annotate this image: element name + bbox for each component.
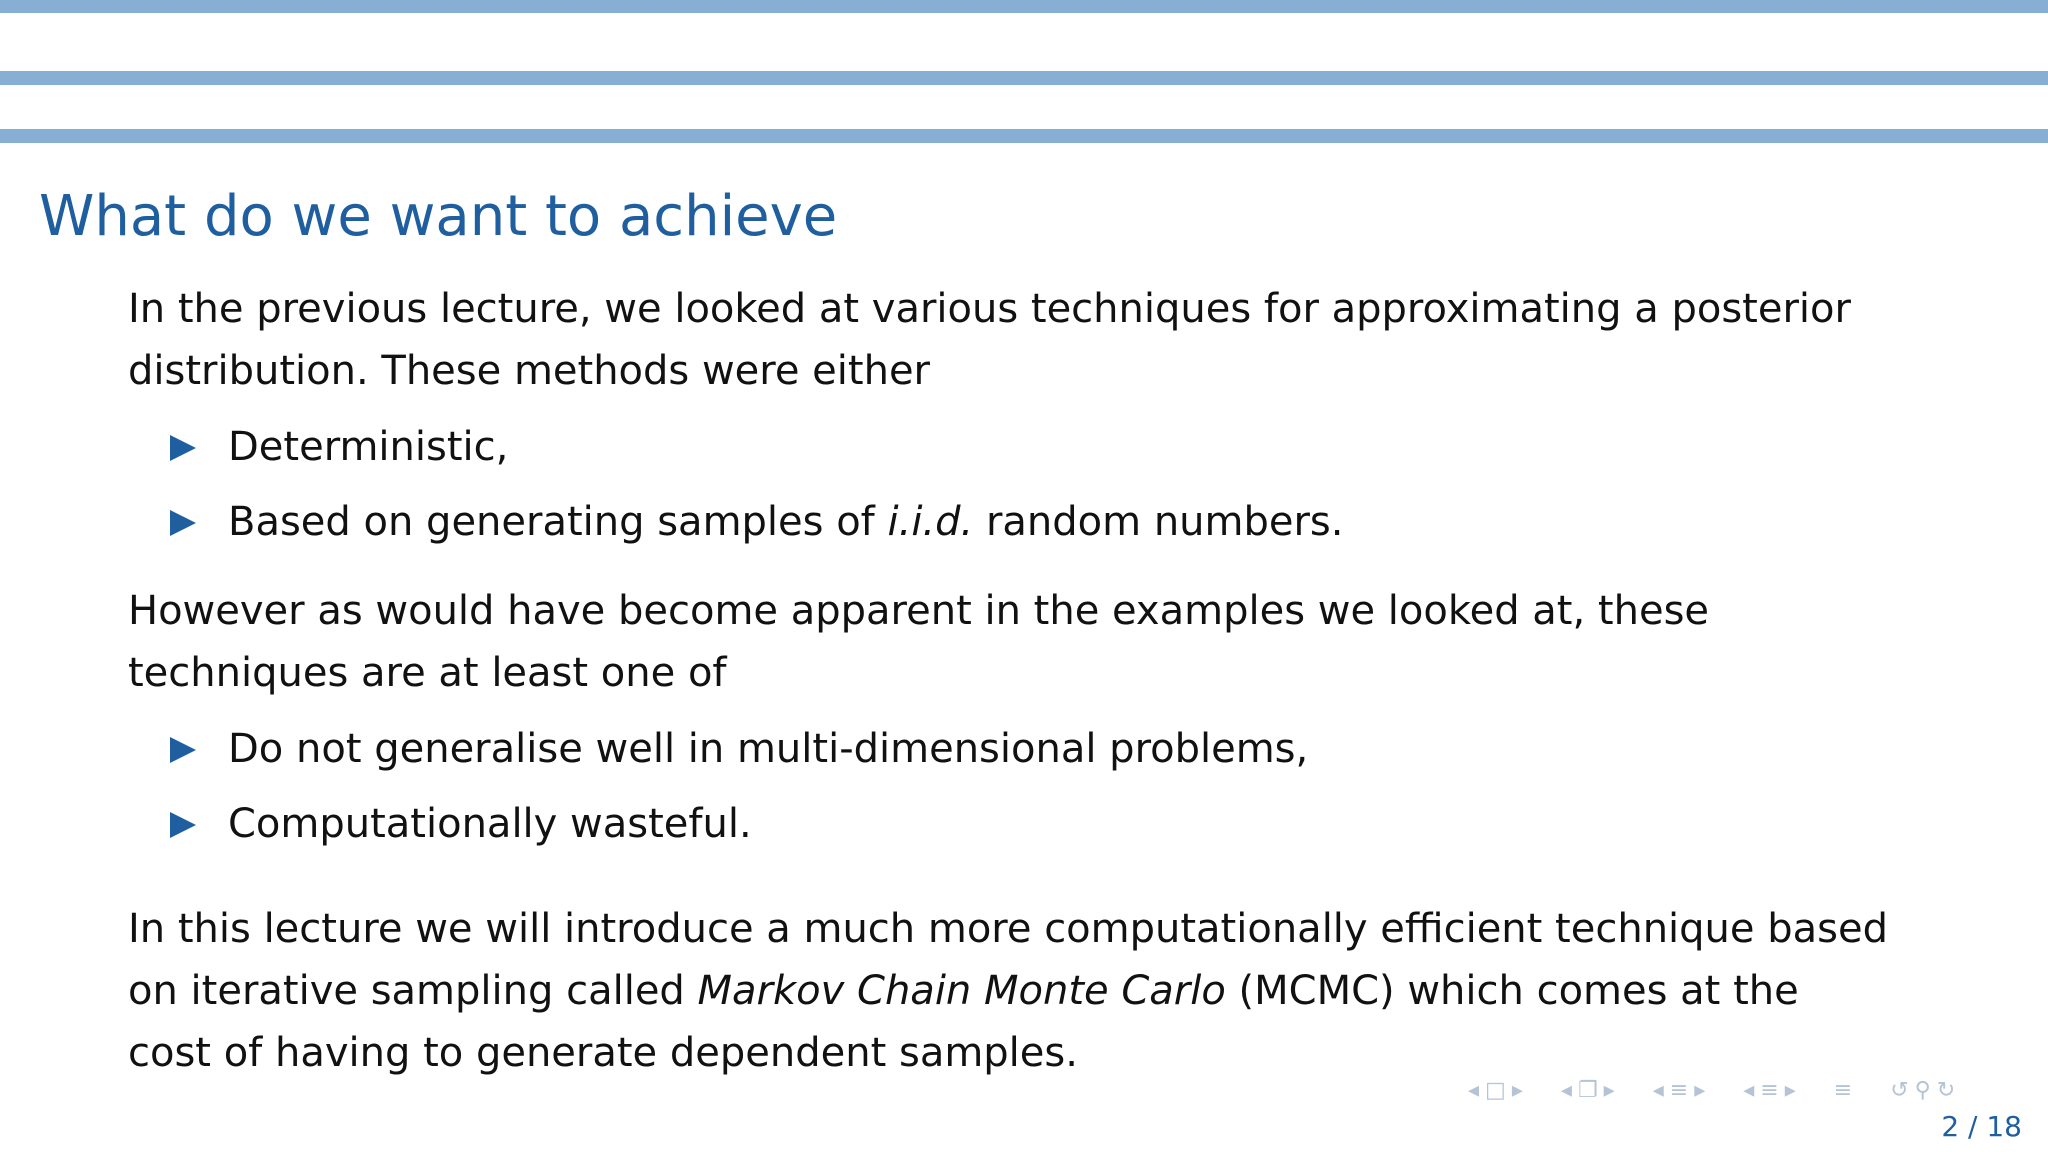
beamer-navigation-bar: [1468, 1076, 2038, 1106]
paragraph-mcmc-intro: [128, 898, 1928, 1084]
redo-icon[interactable]: ↻: [1936, 1078, 1956, 1103]
document-icon[interactable]: ≡: [1760, 1078, 1779, 1103]
header-band-top: [0, 0, 2048, 13]
triangle-bullet-icon: [170, 435, 196, 461]
arrow-right-icon[interactable]: ▸: [1784, 1078, 1796, 1103]
slide-title: What do we want to achieve: [39, 184, 838, 249]
list-item-text: Computationally wasteful.: [228, 801, 752, 847]
paragraph-limitations: [128, 580, 1928, 704]
triangle-bullet-icon: [170, 510, 196, 536]
list-item-emphasis: i.i.d.: [887, 499, 974, 545]
arrow-right-icon[interactable]: ▸: [1511, 1078, 1523, 1103]
frame-icon[interactable]: □: [1485, 1078, 1506, 1103]
arrow-right-icon[interactable]: ▸: [1603, 1078, 1615, 1103]
list-item: [128, 793, 1928, 868]
header-band-bottom: [0, 129, 2048, 143]
limitation-list: [128, 718, 1928, 868]
list-item-text: Do not generalise well in multi-dimensional problems,: [228, 726, 1309, 772]
section-icon[interactable]: ≡: [1669, 1078, 1689, 1103]
paragraph-line: (MCMC) which comes at the: [1225, 968, 1799, 1014]
search-icon[interactable]: ⚲: [1914, 1078, 1931, 1103]
list-item: [128, 491, 1928, 566]
arrow-left-icon[interactable]: ◂: [1560, 1078, 1572, 1103]
paragraph-previous-lecture: [128, 278, 1928, 402]
arrow-right-icon[interactable]: ▸: [1694, 1078, 1706, 1103]
method-list: [128, 416, 1928, 566]
paragraph-line: techniques are at least one of: [128, 650, 727, 696]
undo-icon[interactable]: ↺: [1890, 1078, 1909, 1103]
arrow-left-icon[interactable]: ◂: [1468, 1078, 1480, 1103]
arrow-left-icon[interactable]: ◂: [1743, 1078, 1755, 1103]
header-band-middle: [0, 71, 2048, 85]
slide-body: [128, 278, 1928, 1084]
list-item: [128, 718, 1928, 793]
paragraph-line: In the previous lecture, we looked at various techniques for approximating a posterior: [128, 286, 1851, 332]
paragraph-line: However as would have become apparent in the examples we looked at, these: [128, 588, 1710, 634]
align-icon[interactable]: ≡: [1833, 1078, 1853, 1103]
subsection-icon[interactable]: ❐: [1577, 1078, 1598, 1103]
list-item-text: Deterministic,: [228, 424, 509, 470]
triangle-bullet-icon: [170, 737, 196, 763]
paragraph-line: on iterative sampling called: [128, 968, 698, 1014]
list-item-text: random numbers.: [973, 499, 1344, 545]
paragraph-line: cost of having to generate dependent samples.: [128, 1030, 1078, 1076]
arrow-left-icon[interactable]: ◂: [1652, 1078, 1664, 1103]
list-item: [128, 416, 1928, 491]
page-number: 2 / 18: [1941, 1110, 2022, 1143]
mcmc-term: Markov Chain Monte Carlo: [697, 968, 1226, 1014]
paragraph-line: In this lecture we will introduce a much more computationally efficient technique based: [128, 906, 1888, 952]
triangle-bullet-icon: [170, 812, 196, 838]
list-item-text: Based on generating samples of: [228, 499, 888, 545]
paragraph-line: distribution. These methods were either: [128, 348, 930, 394]
